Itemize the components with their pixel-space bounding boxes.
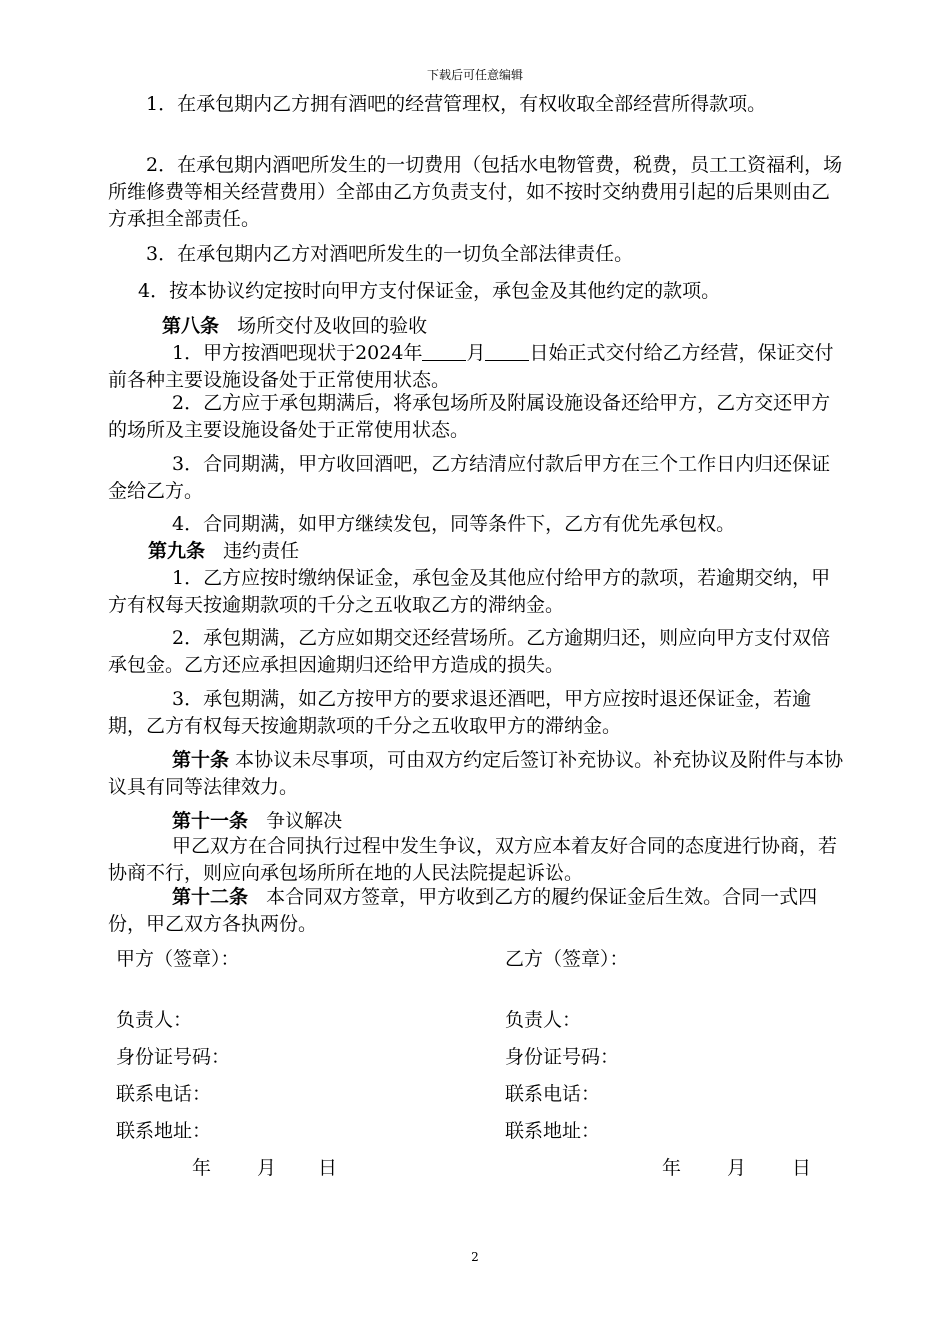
party-a-seal: 甲方（签章）： [116,948,240,970]
article-8-clause-1-a: 1．甲方按酒吧现状于2024年 [172,342,423,364]
clause-p1: 1．在承包期内乙方拥有酒吧的经营管理权，有权收取全部经营所得款项。 [146,93,767,115]
party-a-date-year: 年 [192,1157,212,1179]
article-9-title: 第九条 [148,540,206,562]
article-11-text: 甲乙双方在合同执行过程中发生争议，双方应本着友好合同的态度进行协商，若协商不行，则应向承包场所所在地的人民法院提起诉讼。 [108,835,838,884]
month-blank [422,342,466,361]
article-10-text: 本协议未尽事项，可由双方约定后签订补充协议。补充协议及附件与本协议具有同等法律效力。 [108,749,844,798]
article-9-heading-text: 违约责任 [223,540,300,562]
party-b-date-month: 月 [727,1157,747,1179]
article-11-heading-text: 争议解决 [266,810,343,832]
article-9-clause-2: 2．承包期满，乙方应如期交还经营场所。乙方逾期归还，则应向甲方支付双倍承包金。乙方还应承担因逾期归还给甲方造成的损失。 [108,627,831,676]
article-9-clause-3: 3．承包期满，如乙方按甲方的要求退还酒吧，甲方应按时退还保证金，若逾期，乙方有权每天按逾期款项的千分之五收取甲方的滞纳金。 [108,688,812,737]
party-a-responsible: 负责人： [116,1009,193,1031]
article-11-heading [108,808,844,835]
clause-p2: 2．在承包期内酒吧所发生的一切费用（包括水电物管费，税费，员工工资福利，场所维修费等相关经营费用）全部由乙方负责支付，如不按时交纳费用引起的后果则由乙方承担全部责任。 [108,154,843,230]
article-11-title: 第十一条 [172,810,249,832]
article-10-title: 第十条 [172,749,230,771]
party-a-phone: 联系电话： [116,1083,212,1105]
article-12-title: 第十二条 [172,886,249,908]
party-a-date [192,1155,337,1182]
party-b-seal: 乙方（签章）： [505,948,629,970]
article-8-clause-1 [108,340,844,394]
article-12 [108,884,844,938]
party-b-address: 联系地址： [505,1120,601,1142]
article-12-text: 本合同双方签章，甲方收到乙方的履约保证金后生效。合同一式四份，甲乙双方各执两份。 [108,886,818,935]
article-9-clause-1: 1．乙方应按时缴纳保证金，承包金及其他应付给甲方的款项，若逾期交纳，甲方有权每天按逾期款项的千分之五收取乙方的滞纳金。 [108,567,831,616]
article-8-clause-3: 3．合同期满，甲方收回酒吧，乙方结清应付款后甲方在三个工作日内归还保证金给乙方。 [108,453,831,502]
party-b-date-year: 年 [662,1157,682,1179]
article-8-clause-2: 2．乙方应于承包期满后，将承包场所及附属设施设备还给甲方，乙方交还甲方的场所及主要设施设备处于正常使用状态。 [108,392,831,441]
party-b-responsible: 负责人： [505,1009,582,1031]
article-8-title: 第八条 [162,315,220,337]
page-header: 下载后可任意编辑 [426,68,523,82]
party-b-id-number: 身份证号码： [505,1046,620,1068]
article-10 [108,747,844,801]
party-a-id-number: 身份证号码： [116,1046,231,1068]
page-number: 2 [471,1250,479,1264]
party-a-address: 联系地址： [116,1120,212,1142]
party-b-date [662,1155,811,1182]
clause-p3: 3．在承包期内乙方对酒吧所发生的一切负全部法律责任。 [146,243,634,265]
day-blank [485,342,529,361]
article-8-heading [108,313,844,340]
party-b-phone: 联系电话： [505,1083,601,1105]
party-b-date-day: 日 [792,1157,812,1179]
article-9-heading [108,538,844,565]
clause-p4: 4．按本协议约定按时向甲方支付保证金，承包金及其他约定的款项。 [138,280,721,302]
article-8-clause-4: 4．合同期满，如甲方继续发包，同等条件下，乙方有优先承包权。 [172,513,736,535]
article-8-clause-1-b: 月 [466,342,486,364]
party-a-date-month: 月 [257,1157,277,1179]
article-8-clause-1-c: 日始正式交付给乙方经营，保证交付前各种主要设施设备处于正常使用状态。 [108,342,834,391]
article-8-heading-text: 场所交付及收回的验收 [237,315,428,337]
party-a-date-day: 日 [318,1157,338,1179]
